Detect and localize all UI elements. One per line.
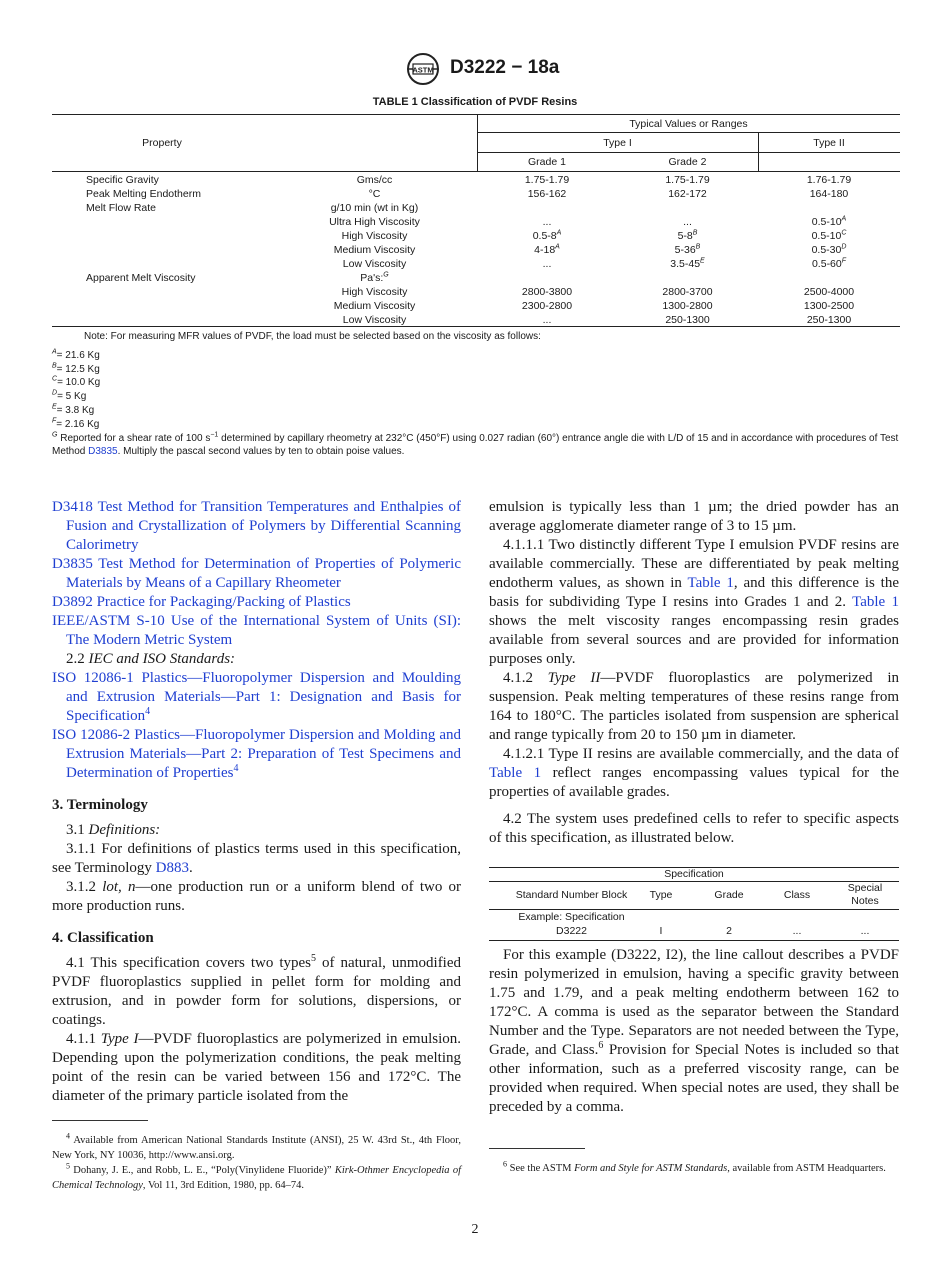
link-table1[interactable]: Table 1: [687, 575, 734, 591]
cell-unit: Medium Viscosity: [333, 300, 416, 312]
spec-example-special: ...: [860, 925, 870, 937]
table-footnote: $^A$= 21.6 Kg: [52, 348, 100, 361]
cell-grade1: 1.75-1.79: [524, 174, 570, 186]
cell-grade1: ...: [542, 258, 552, 270]
reference-item: ISO 12086-1 Plastics—Fluoropolymer Dispersion and Moulding and Extrusion Materials—Part 1: Designation and Basis for Specification$^4$: [52, 670, 462, 724]
spec-header-special: Special Notes: [847, 882, 883, 907]
cell-grade1: ...: [542, 314, 552, 326]
paragraph-continued: emulsion is typically less than 1 µm; the dried powder has an average agglomerate diameter range of 3 to 15 µm.: [489, 499, 899, 534]
cell-unit: °C: [368, 188, 381, 200]
section-4-heading: 4. Classification: [52, 930, 154, 946]
section-4-2: 4.2 The system uses predefined cells to refer to specific aspects of this specification, as illustrated below.: [489, 811, 899, 846]
cell-grade2: $3.5-45^E$: [670, 257, 705, 270]
cell-grade1: ...: [542, 216, 552, 228]
cell-unit: Pa's:$^G$: [360, 271, 389, 284]
cell-grade2: 2800-3700: [662, 286, 713, 298]
link-d3835[interactable]: D3835: [88, 446, 118, 458]
reference-link[interactable]: D3892: [52, 594, 93, 610]
spec-example-class: ...: [792, 925, 802, 937]
table-footnote: $^F$= 2.16 Kg: [52, 417, 100, 430]
spec-example-grade: 2: [726, 925, 732, 937]
cell-grade2: $5-8^B$: [677, 229, 698, 242]
cell-grade2: 1300-2800: [662, 300, 713, 312]
cell-unit: High Viscosity: [341, 230, 408, 242]
table-footnotes: [52, 349, 900, 432]
section-3-1-1: 3.1.1 For definitions of plastics terms used in this specification, see Terminology D883.: [52, 841, 461, 876]
reference-item: IEEE/ASTM S-10 Use of the International System of Units (SI): The Modern Metric System: [52, 613, 462, 648]
reference-link[interactable]: ISO 12086-1: [52, 670, 134, 686]
example-paragraph: For this example (D3222, I2), the line callout describes a PVDF resin polymerized in emulsion, having a specific gravity between 1.75 and 1.79, and a peak melting endotherm between 162 to 172°C. A comma is used as the separator between the Standard Number and the Type. Separators are not needed between the Type, Grade, and Class.$^6$ Provision for Special Notes is included so that other information, such as a preferred viscosity range, can be provided when required. When special notes are used, they shall be preceded by a comma.: [489, 947, 899, 1115]
section-4-1-1-1: 4.1.1.1 Two distinctly different Type I emulsion PVDF resins are available commercially. These are differentiated by peak melting endotherm values, as shown in Table 1, and this difference is the basis for subdividing Type I resins into Grades 1 and 2. Table 1 shows the melt viscosity ranges encompassing resin grades available from several sources and are provided for information purposes only.: [489, 537, 899, 667]
cell-type2: 2500-4000: [803, 286, 855, 298]
cell-type2: $0.5-30^D$: [811, 243, 847, 256]
cell-unit: Gms/cc: [356, 174, 393, 186]
cell-unit: Ultra High Viscosity: [329, 216, 420, 228]
svg-text:ASTM: ASTM: [412, 65, 434, 75]
cell-type2: $0.5-10^A$: [811, 215, 847, 228]
reference-item: D3418 Test Method for Transition Temperatures and Enthalpies of Fusion and Crystallization of Polymers by Differential Scanning Calorimetry: [52, 499, 461, 553]
table-note: Note: For measuring MFR values of PVDF, the load must be selected based on the viscosity as follows:: [84, 331, 541, 342]
link-table1[interactable]: Table 1: [489, 765, 542, 781]
footnote-4: $^4$ Available from American National Standards Institute (ANSI), 25 W. 43rd St., 4th Floor, New York, NY 10036, http://www.ansi.org.: [52, 1131, 462, 1161]
spec-header-type: Type: [649, 889, 673, 901]
cell-type2: $0.5-60^F$: [811, 257, 847, 270]
table-footnote: $^B$= 12.5 Kg: [52, 362, 100, 375]
spec-header-grade: Grade: [714, 889, 744, 901]
page-header: [0, 52, 950, 88]
footnotes-left: [52, 1133, 461, 1193]
cell-grade2: 162-172: [668, 188, 707, 200]
section-3-1: 3.1 Definitions:: [66, 822, 161, 838]
table-footnote: $^D$= 5 Kg: [52, 389, 87, 403]
spec-example-label: Example: Specification: [518, 911, 625, 923]
cell-grade1: 2300-2800: [521, 300, 573, 312]
footnote-g: $^G$ Reported for a shear rate of 100 $s^{-1}$ determined by capillary rheometry at 232°C (450°F) using 0.027 radian (60°) entrance angle die with L/D of 15 and in accordance with procedures of Test Method D3835. Multiply the pascal second values by ten to obtain poise values.: [52, 431, 899, 458]
cell-type2: 1300-2500: [803, 300, 855, 312]
cell-type2: 250-1300: [806, 314, 852, 326]
cell-property: Melt Flow Rate: [86, 202, 157, 214]
section-2-2: 2.2 IEC and ISO Standards:: [66, 651, 236, 667]
example-paragraph-block: [489, 946, 899, 1117]
section-4-1: 4.1 This specification covers two types$^5$ of natural, unmodified PVDF fluoroplastics supplied in pellet form for molding and extrusion, and in powder form for solutions, dispersions, or coatings.: [52, 953, 462, 1028]
header-typical-values: Typical Values or Ranges: [629, 118, 748, 130]
cell-grade2: 1.75-1.79: [665, 174, 710, 186]
reference-link[interactable]: IEEE/ASTM S-10: [52, 613, 165, 629]
left-column: [52, 498, 461, 1106]
cell-unit: Medium Viscosity: [333, 244, 416, 256]
spec-header-block: Standard Number Block: [515, 889, 628, 901]
page-number: 2: [471, 1222, 479, 1237]
table-notes: [52, 330, 900, 459]
reference-list-astm: [52, 498, 461, 650]
footnote-5: $^5$ Dohany, J. E., and Robb, L. E., “Poly(Vinylidene Fluoride)” Kirk-Othmer Encyclopedia of Chemical Technology, Vol 11, 3rd Edition, 1980, pp. 64–74.: [52, 1161, 462, 1191]
link-d883[interactable]: D883: [155, 860, 189, 876]
astm-logo-icon: [404, 52, 442, 86]
cell-grade2: ...: [683, 216, 692, 228]
spec-example-type: I: [659, 925, 663, 937]
section-4-1-1: 4.1.1 Type I—PVDF fluoroplastics are polymerized in emulsion. Depending upon the polymerization conditions, the peak melting point of the resin can be varied between 156 and 172°C. The diameter of the primary particle isolated from the: [52, 1031, 461, 1104]
cell-type2: 164-180: [809, 188, 849, 200]
reference-list-iso: [52, 669, 461, 783]
table1-title: TABLE 1 Classification of PVDF Resins: [372, 96, 578, 108]
cell-unit: Low Viscosity: [342, 314, 407, 326]
footnote-6: $^6$ See the ASTM Form and Style for ASTM Standards, available from ASTM Headquarters.: [503, 1159, 886, 1174]
link-table1[interactable]: Table 1: [852, 594, 899, 610]
cell-grade1: 2800-3800: [521, 286, 573, 298]
reference-link[interactable]: D3835: [52, 556, 93, 572]
header-grade1: Grade 1: [528, 156, 566, 168]
reference-item: ISO 12086-2 Plastics—Fluoropolymer Dispersion and Molding and Extrusion Materials—Part 2: Preparation of Test Specimens and Determination of Properties$^4$: [52, 727, 462, 781]
header-type1: Type I: [603, 137, 632, 149]
cell-unit: Low Viscosity: [342, 258, 407, 270]
spec-header-class: Class: [783, 889, 811, 901]
right-column: [489, 498, 899, 848]
table-footnote: $^E$= 3.8 Kg: [52, 403, 95, 416]
reference-link[interactable]: D3418: [52, 499, 93, 515]
footnote-rule-left: [52, 1120, 148, 1121]
reference-link[interactable]: ISO 12086-2: [52, 727, 131, 743]
cell-property: Specific Gravity: [86, 174, 159, 186]
reference-item: D3835 Test Method for Determination of Properties of Polymeric Materials by Means of a Capillary Rheometer: [52, 556, 461, 591]
header-property: Property: [142, 137, 182, 149]
cell-grade2: $5-36^B$: [674, 243, 701, 256]
footnote-rule-right: [489, 1148, 585, 1149]
table-footnote: $^C$= 10.0 Kg: [52, 376, 101, 389]
cell-grade1: $0.5-8^A$: [532, 229, 562, 242]
header-grade2: Grade 2: [668, 156, 707, 168]
reference-item: D3892 Practice for Packaging/Packing of Plastics: [52, 594, 351, 610]
spec-title: Specification: [664, 868, 724, 880]
cell-property: Apparent Melt Viscosity: [86, 272, 196, 284]
cell-unit: High Viscosity: [341, 286, 408, 298]
cell-property: Peak Melting Endotherm: [86, 188, 201, 200]
header-type2: Type II: [813, 137, 845, 149]
cell-grade1: $4-18^A$: [534, 243, 560, 256]
footnotes-right: [489, 1161, 899, 1176]
cell-type2: $0.5-10^C$: [811, 229, 847, 242]
cell-type2: 1.76-1.79: [806, 174, 852, 186]
standard-designation: D3222 − 18a: [450, 57, 560, 78]
section-4-1-2: 4.1.2 Type II—PVDF fluoroplastics are polymerized in suspension. Peak melting temperatures of these resins range from 164 to 180°C. The particles isolated from suspension are spherical and range typically from 20 to 150 µm in diameter.: [489, 670, 899, 743]
cell-unit: g/10 min (wt in Kg): [330, 202, 419, 214]
section-3-heading: 3. Terminology: [52, 797, 148, 813]
spec-example-std: D3222: [556, 925, 587, 937]
section-3-1-2: 3.1.2 lot, n—one production run or a uniform blend of two or more production runs.: [52, 879, 461, 914]
cell-grade2: 250-1300: [665, 314, 710, 326]
section-4-1-2-1: 4.1.2.1 Type II resins are available commercially, and the data of Table 1 reflect ranges encompassing values typical for the properties of available grades.: [489, 746, 899, 800]
cell-grade1: 156-162: [527, 188, 567, 200]
